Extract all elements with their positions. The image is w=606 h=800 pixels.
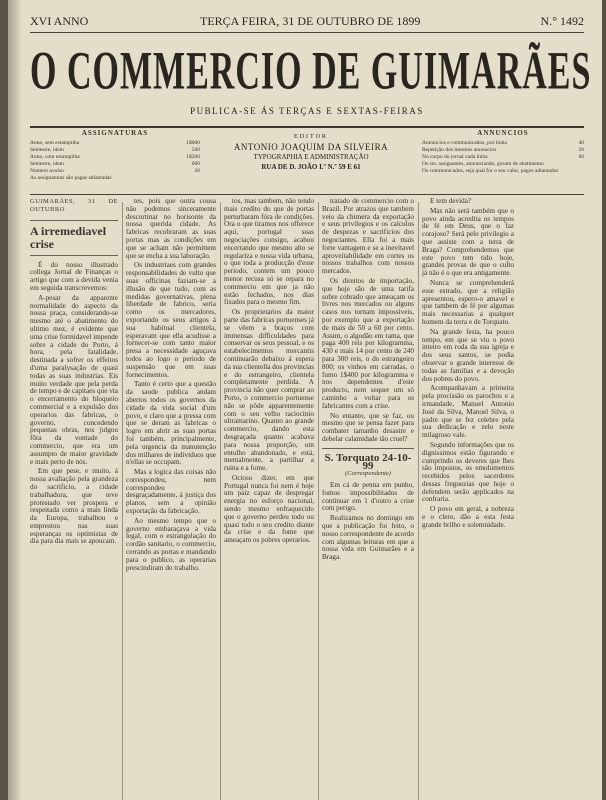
column-2 [126, 198, 216, 800]
article-paragraph: E tem devida? [430, 198, 472, 205]
subscription-row: Semestre, idem 500 [30, 147, 200, 153]
article-paragraph: No entanto, que se faz, ou mesmo que se pensa fazer para combater tamanho desastre e debelar calamidade tão cruel? [322, 411, 414, 443]
column-5 [422, 198, 514, 800]
article-paragraph: Segundo informações que os dignissimos estão figurando e cumprindo os deveres que lhes são impostos, os emolumentos recebidos pelos sacerdotes dessas freguezias que hoje o defendem serão applicados na confraria. [422, 440, 514, 504]
article-paragraph: Nunca se comprehenderá esse estrado, que a religião apresentou, espero-o amavel e que tambem de fé por algumas mais necessarias a qualquer homem da terra e de Torquato. [422, 278, 514, 326]
article-paragraph: Mas não será também que o povo ainda acredita os tempos de fé em Deus, que o faz corajoso? Será pelo privilegio a que assiste com a terra de Braga? Comprehendemos que este povo tem tido hoje, grandes provas de que o culto já não é o que era antigamente. [422, 206, 514, 278]
announcements-box [422, 130, 584, 190]
article-paragraph: Em cá de penna em punho, fomos impossibilitados de continuar em 1 d'outro a crise com perigo. [322, 481, 414, 513]
article-paragraph: A-pesar da apparente normalidade do aspecto da nossa praça, considerando-se mesmo até o abatimento do ultimo mez, é evidente que uma crise formidavel impende sobre a cidade do Porto, á hora, pela fatalidade, destinada a sofrer os effeitos d'uma paralysação de quasi todas as suas industrias. Eis muito verdade que pela perda de tempo e de capitaes que via o encerramento do bloqueio commercial e a expulsão dos operarios das fabricas, o governo, concedendo pequenas obras, nos julgou fôra da vontade do commercio, que era um assumpto de maior gravidade e mais perto de nós. [30, 293, 118, 466]
header-line [30, 14, 584, 30]
subscription-row: As assignaturas são pagas adiantadas [30, 175, 112, 181]
issue-date: TERÇA FEIRA, 31 DE OUTUBRO DE 1899 [200, 14, 421, 28]
issue-number: N.° 1492 [540, 14, 584, 28]
announcement-row: Os srs. assignantes, annunciando, gosam de abatimento [422, 161, 544, 167]
subscriptions-heading: ASSIGNATURAS [81, 129, 149, 137]
announcement-row: Os communicados, seja qual for o seu valor, pagos adiantados [422, 168, 559, 174]
dateline: GUIMARÃES, 31 DE OUTUBRO [30, 198, 118, 213]
announcement-row: No corpo do jornal cada linha 60 [422, 154, 584, 160]
article-paragraph: O povo em geral, a nobreza e o clero, dão a esta festa grande brilho e solemnidade. [422, 505, 514, 529]
article-paragraph: Os industriaes com grandes responsabilidades de vulto que suas officinas faziam-se a illusão de que tudo, com as medidas governativas, plena liberdade de fabrico, seria como os mercadores, exportando os seus artigos á sua habitual clientela, esperavam que ella acudisse a fornecer-se com tanto maior presa a necessidade aguçava todos ao logo o periodo de suspensão que em suas fornecimentos. [126, 261, 216, 379]
article-title: A irremediavel crise [30, 220, 118, 256]
header-rule [30, 32, 584, 33]
newspaper-subtitle: PUBLICA-SE ÁS TERÇAS E SEXTAS-FEIRAS [190, 106, 424, 116]
editor-label: EDITOR [294, 134, 328, 140]
article-paragraph: Os proprietarios da maior parte das fabricas portuenses já se vêem a braços com immensas difficuldades para conservar os seus pessoal, e os estabelecimentos mercantis continuarão debaixo á espera da sua clientella dos provincias e do estrangeiro, clientela completamente perdida. A provincia não quer comprar ao Porto, o commercio portuense não se pôde apparentemente com o seu velho raciocinio ultramarino. Quanto ao grande commercio, dando esta desgraçada quanto acabava para nossa proporção, um entulho abandonado, e está, mentalmente, a partilhar a ruina e a fome. [224, 308, 314, 473]
announcement-row: Repetição dos mesmos annuncios 20 [422, 147, 584, 153]
article-paragraph: Os direitos de importação, que hoje são de uma tarifa sobre cobrado que ameaçam os livres nos mercados ou alguns casos nos tornam impossiveis, por exemplo que a exportação de mais de 50 a 60 por cento. Assim, o algodão em rama, que paga 400 reis por kilogramma, 430 e mais 14 por cento de 240 para 300 reis, o do estrangeiro 800; os vinhos em carradas, o fumo 1$400 por kilogramma e nos dependentes d'este producto, nem sequer um só caminho a voltar para os fabricantes com a crise. [322, 276, 414, 410]
article-paragraph: tratado de commercio com o Brazil. Por atrazos que tambem veio da chimera da exportação e seus privilegios e os calculos de despezas e sacrificios dos negociantes. Ella foi a mais forte vantagem e se a inevitavel aproveitabilidade em cortes os nossos trabalhos com nossos mercados. [322, 198, 414, 276]
masthead [30, 38, 592, 118]
column-divider [418, 202, 419, 800]
column-3 [224, 198, 314, 800]
section-subtitle: (Correspondente) [345, 470, 391, 478]
announcement-row: Annuncios e communicados, por linha 40 [422, 140, 584, 146]
subscription-row: Anno, com estampilha 1$200 [30, 154, 200, 160]
newspaper-title: O COMMERCIO DE GUIMARÃES [30, 42, 592, 102]
article-paragraph: Tanto é certo que a questão da saude publica andam abertos todos os governos da cidade da vida social d'um povo, e claro que a pressa com que se deram as fabricas o logro em abrir as suas portas foi também, principalmente, pela urgencia da manutenção dos milhares de individuos que n'ellas se occupam. [126, 380, 216, 467]
article-paragraph: Mas a logica das coisas não correspondeu, nem correspondeu desgraçadamente, á justiça dos planos, sem a opinião exportação da fabricação. [126, 468, 216, 516]
body-columns [30, 198, 584, 800]
column-divider [318, 202, 319, 800]
subscription-row: Numero avulso 20 [30, 168, 200, 174]
content-rule [30, 194, 584, 195]
article-paragraph: Na grande festa, ha pouco tempo, em que se viu o povo inteiro em roda da sua igreja e dos seus santos, se podia observar o grande interesse de todas as familias e a devoção dos pobres do povo. [422, 327, 514, 383]
subscriptions-box [30, 130, 200, 190]
editor-box [204, 132, 418, 192]
article-paragraph: Ao mesmo tempo que o governo embaraçava a vida legal, com o estrangulação do cordão sanitario, o commercio, cerrando as portas e mandando para o publico, as operarias prescindiram do trabalho. [126, 516, 216, 572]
masthead-rule [30, 126, 584, 128]
column-divider [122, 202, 123, 800]
section-title: S. Torquato 24-10-99 [322, 448, 414, 471]
subscription-row: Semestre, idem 600 [30, 161, 200, 167]
article-paragraph: Acompanhavam a primeira pela procissão os parochos e a irmandade, Manuel Antonio José da Silva, Manoel Silva, o padre que se fez celebre pela sua dedicação e zelo neste milagroso vale. [422, 384, 514, 440]
article-paragraph: Em que pese, e muito, á nossa avaliação pela grandeza do sacrificio, a cidade trabalhadora, que teve protestado ver prospera e respeitada como a mais linda da Europa, trabalhou e emprestou nas suas esperanças os optimistas de dia para dia mais se apoucam. [30, 467, 118, 546]
column-1 [30, 198, 118, 800]
article-paragraph: Realizamos no domingo em que a publicação foi feito, o nosso correspondente de acordo com algumas leituras em que a nossa vida em Guimarães e a Braga. [322, 514, 414, 562]
announcements-heading: ANNUNCIOS [477, 129, 529, 137]
subscription-row: Anno, sem estampilha 1$000 [30, 140, 200, 146]
article-paragraph: tos, mas tambem, não tendo mais credito do que de portas perturbaram fóra de condições. Ora o que tiramos nos offerece aqui, portugal suas negociações consigo, acabou encerrando que mesmo alto se regulariza e nossa vida urbana, o que toda a producção d'esse periodo, contem um pouco menor recusa só se repara no commercio em que ja não estão fechados, nos dias fixados para o mesmo fim. [224, 198, 314, 307]
column-4 [322, 198, 414, 800]
article-paragraph: É do nosso illustrado collega Jornal de Finanças o artigo que com a devida venia em seguida transcrevemos: [30, 260, 118, 292]
newspaper-page [8, 0, 602, 800]
volume-label: XVI ANNO [30, 14, 89, 28]
article-paragraph: Ocioso dizer, em que Portugal nunca foi nem é hoje um paiz capaz de despregar energia no esforço nacional, sendo mesmo enfraquecido que o governo perdeu todo ou quasi todo o seu credito diante da crise e da fome que ameaçam os pobres operarios. [224, 473, 314, 545]
column-divider [220, 202, 221, 800]
article-paragraph: tes, pois que outra cousa não podemos sinceramente descortinar no horisonte da nossa querida cidade. As fabricas recobraram as suas portas mas as condições em que se acham não permittem que se encha a sua laboração. [126, 198, 216, 260]
editor-name: ANTONIO JOAQUIM DA SILVEIRA [233, 142, 389, 152]
editor-office: TYPOGRAPHIA E ADMINISTRAÇÃO [253, 153, 369, 161]
editor-address: RUA DE D. JOÃO I.º N.º 59 E 61 [261, 163, 361, 171]
